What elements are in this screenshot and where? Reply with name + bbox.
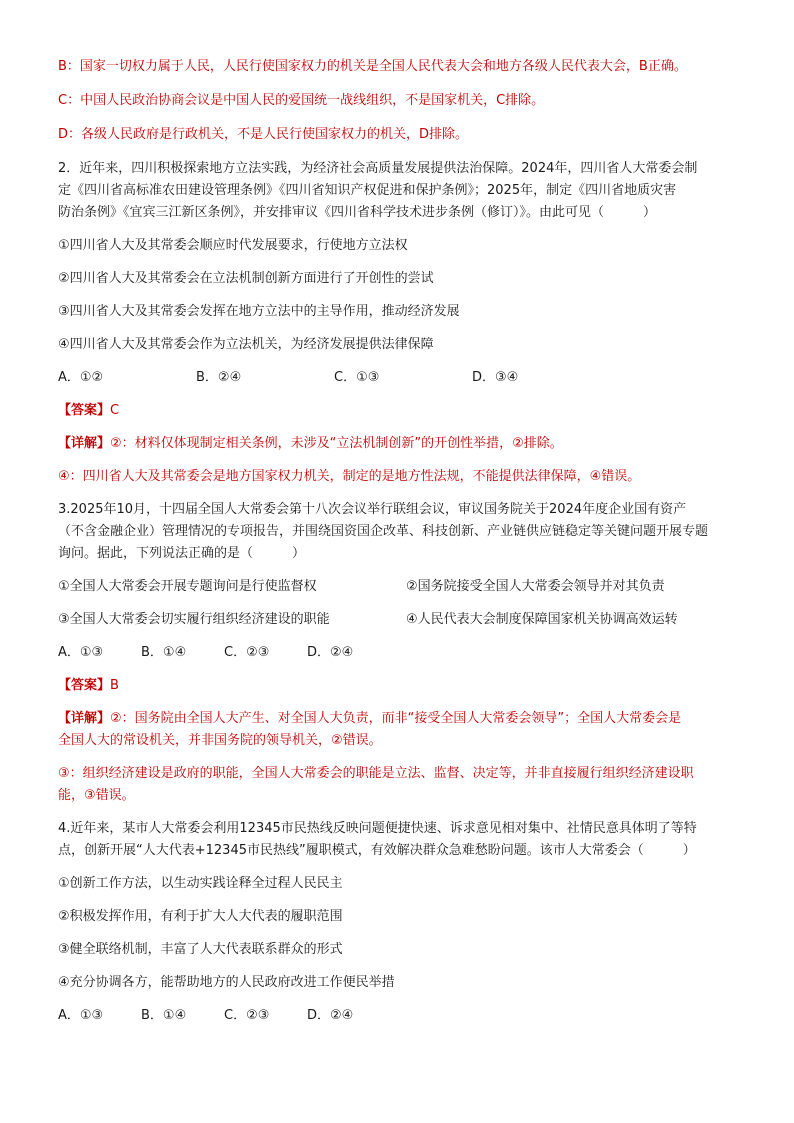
q4-statement-3: ③健全联络机制，丰富了人大代表联系群众的形式 xyxy=(58,942,343,957)
q2-stem-line: 防治条例》《宜宾三江新区条例》，并安排审议《四川省科学技术进步条例（修订）》。由此可见（ ） xyxy=(58,205,657,220)
document-page xyxy=(58,56,742,1027)
q3-statement-1: ①全国人大常委会开展专题询问是行使监督权 xyxy=(58,579,317,594)
q3-option-b: B．①④ xyxy=(141,645,187,660)
q3-detail-1-cont: 全国人大的常设机关，并非国务院的领导机关，②错误。 xyxy=(58,733,382,748)
q3-statement-3: ③全国人大常委会切实履行组织经济建设的职能 xyxy=(58,612,330,627)
q3-stem-line: 3.2025年10月，十四届全国人大常委会第十八次会议举行联组会议，审议国务院关于2024年度企业国有资产 xyxy=(58,502,687,517)
q4-statement-4: ④充分协调各方，能帮助地方的人民政府改进工作便民举措 xyxy=(58,975,395,990)
answer-value: B xyxy=(110,678,119,693)
q3-detail-2-cont: 能，③错误。 xyxy=(58,788,135,803)
q2-answer xyxy=(58,400,742,422)
q3-options xyxy=(58,642,742,664)
detail-text: ②：材料仅体现制定相关条例，未涉及“立法机制创新”的开创性举措，②排除。 xyxy=(110,436,563,451)
analysis-option-c: C：中国人民政治协商会议是中国人民的爱国统一战线组织，不是国家机关，C排除。 xyxy=(58,93,545,108)
q4-option-d: D．②④ xyxy=(307,1008,354,1023)
q4-statement-2: ②积极发挥作用，有利于扩大人大代表的履职范围 xyxy=(58,909,343,924)
q2-option-d: D．③④ xyxy=(472,370,519,385)
q4-statement-1: ①创新工作方法，以生动实践诠释全过程人民民主 xyxy=(58,876,343,891)
q3-statement-4: ④人民代表大会制度保障国家机关协调高效运转 xyxy=(406,612,678,627)
question-4 xyxy=(58,818,742,1027)
q2-statement-3: ③四川省人大及其常委会发挥在地方立法中的主导作用，推动经济发展 xyxy=(58,304,460,319)
answer-tag: 【答案】 xyxy=(58,678,111,693)
q3-stem-line: 询问。据此，下列说法正确的是（ ） xyxy=(58,546,306,561)
analysis-option-d: D：各级人民政府是行政机关，不是人民行使国家权力的机关，D排除。 xyxy=(58,127,469,142)
q2-detail-2: ④：四川省人大及其常委会是地方国家权力机关，制定的是地方性法规，不能提供法律保障，④错误。 xyxy=(58,469,641,484)
q4-options xyxy=(58,1005,742,1027)
q3-statement-2: ②国务院接受全国人大常委会领导并对其负责 xyxy=(406,579,665,594)
q2-statement-4: ④四川省人大及其常委会作为立法机关，为经济发展提供法律保障 xyxy=(58,337,434,352)
q3-statement-row xyxy=(58,576,742,598)
q2-statement-1: ①四川省人大及其常委会顺应时代发展要求，行使地方立法权 xyxy=(58,238,408,253)
question-3 xyxy=(58,499,742,807)
q2-option-c: C．①③ xyxy=(334,370,380,385)
q3-stem-line: （不含金融企业）管理情况的专项报告，并围绕国资国企改革、科技创新、产业链供应链稳定等关键问题开展专题 xyxy=(58,524,709,539)
q3-answer xyxy=(58,675,742,697)
q2-detail-1 xyxy=(58,433,742,455)
analysis-option-b: B：国家一切权力属于人民，人民行使国家权力的机关是全国人民代表大会和地方各级人民代表大会，B正确。 xyxy=(58,59,687,74)
q2-option-a: A．①② xyxy=(58,370,104,385)
q4-stem-line: 点，创新开展“人大代表+12345市民热线”履职模式，有效解决群众急难愁盼问题。该市人大常委会（ ） xyxy=(58,843,696,858)
q3-option-a: A．①③ xyxy=(58,645,104,660)
q2-stem-line: 2．近年来，四川积极探索地方立法实践，为经济社会高质量发展提供法治保障。2024年，四川省人大常委会制 xyxy=(58,161,698,176)
q3-detail-1 xyxy=(58,708,742,730)
answer-value: C xyxy=(110,403,120,418)
detail-tag: 【详解】 xyxy=(58,711,111,726)
q2-options xyxy=(58,367,742,389)
q2-statement-2: ②四川省人大及其常委会在立法机制创新方面进行了开创性的尝试 xyxy=(58,271,434,286)
question-2 xyxy=(58,158,742,488)
q4-stem-line: 4.近年来，某市人大常委会利用12345市民热线反映问题便捷快速、诉求意见相对集中、社情民意具体明了等特 xyxy=(58,821,697,836)
q2-option-b: B．②④ xyxy=(196,370,242,385)
q3-option-c: C．②③ xyxy=(224,645,270,660)
q4-option-b: B．①④ xyxy=(141,1008,187,1023)
q4-option-a: A．①③ xyxy=(58,1008,104,1023)
q2-stem-line: 定《四川省高标准农田建设管理条例》《四川省知识产权促进和保护条例》；2025年，制定《四川省地质灾害 xyxy=(58,183,677,198)
q4-option-c: C．②③ xyxy=(224,1008,270,1023)
answer-tag: 【答案】 xyxy=(58,403,111,418)
detail-text: ②：国务院由全国人大产生、对全国人大负责，而非“接受全国人大常委会领导”；全国人大常委会是 xyxy=(110,711,682,726)
q3-statement-row xyxy=(58,609,742,631)
q3-option-d: D．②④ xyxy=(307,645,354,660)
q3-detail-2: ③：组织经济建设是政府的职能，全国人大常委会的职能是立法、监督、决定等，并非直接履行组织经济建设职 xyxy=(58,766,694,781)
detail-tag: 【详解】 xyxy=(58,436,111,451)
